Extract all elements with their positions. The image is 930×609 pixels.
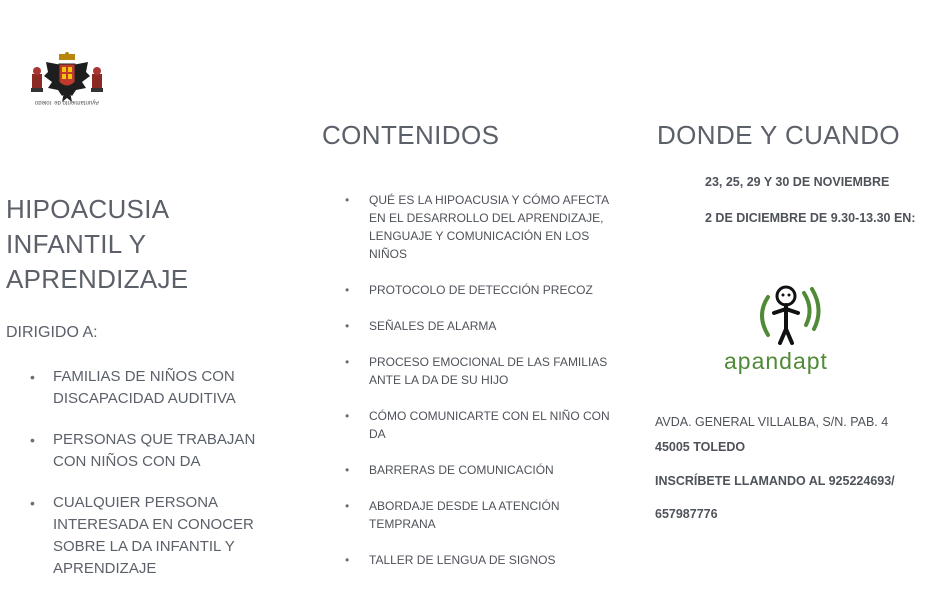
logo-caption: Ayuntamiento de Toledo — [34, 99, 100, 105]
list-item: • PROCESO EMOCIONAL DE LAS FAMILIAS ANTE LA DA DE SU HIJO — [345, 353, 615, 389]
contents-list — [345, 191, 615, 587]
list-item: • BARRERAS DE COMUNICACIÓN — [345, 461, 615, 479]
main-title-line: APRENDIZAJE — [6, 264, 189, 294]
main-title-line: HIPOACUSIA — [6, 194, 170, 224]
main-title — [6, 192, 246, 297]
address-line-1: AVDA. GENERAL VILLALBA, S/N. PAB. 4 — [655, 415, 889, 429]
list-item: • TALLER DE LENGUA DE SIGNOS — [345, 551, 615, 569]
list-item: • CUALQUIER PERSONA INTERESADA EN CONOCER SOBRE LA DA INFANTIL Y APRENDIZAJE — [30, 492, 270, 580]
list-item: • PROTOCOLO DE DETECCIÓN PRECOZ — [345, 281, 615, 299]
dates-december: 2 DE DICIEMBRE DE 9.30-13.30 EN: — [705, 211, 916, 225]
apandapt-person-hearing-icon — [748, 283, 826, 347]
signup-phone-2: 657987776 — [655, 507, 718, 521]
main-title-line: INFANTIL Y — [6, 229, 147, 259]
list-item: • SEÑALES DE ALARMA — [345, 317, 615, 335]
address-line-2: 45005 TOLEDO — [655, 440, 746, 454]
where-when-title: DONDE Y CUANDO — [657, 120, 901, 150]
target-audience-heading: DIRIGIDO A: — [6, 324, 98, 341]
list-item: • ABORDAJE DESDE LA ATENCIÓN TEMPRANA — [345, 497, 615, 533]
audience-list — [30, 366, 270, 599]
list-item: • FAMILIAS DE NIÑOS CON DISCAPACIDAD AUDITIVA — [30, 366, 270, 410]
signup-phone: INSCRÍBETE LLAMANDO AL 925224693/ — [655, 474, 895, 488]
list-item: • PERSONAS QUE TRABAJAN CON NIÑOS CON DA — [30, 429, 270, 473]
list-item: • QUÉ ES LA HIPOACUSIA Y CÓMO AFECTA EN EL DESARROLLO DEL APRENDIZAJE, LENGUAJE Y COMUNICACIÓN EN LOS NIÑOS — [345, 191, 615, 263]
contents-title: CONTENIDOS — [322, 120, 500, 150]
apandapt-name: apandapt — [724, 348, 828, 374]
list-item: • CÓMO COMUNICARTE CON EL NIÑO CON DA — [345, 407, 615, 443]
dates-november: 23, 25, 29 Y 30 DE NOVIEMBRE — [705, 175, 890, 189]
